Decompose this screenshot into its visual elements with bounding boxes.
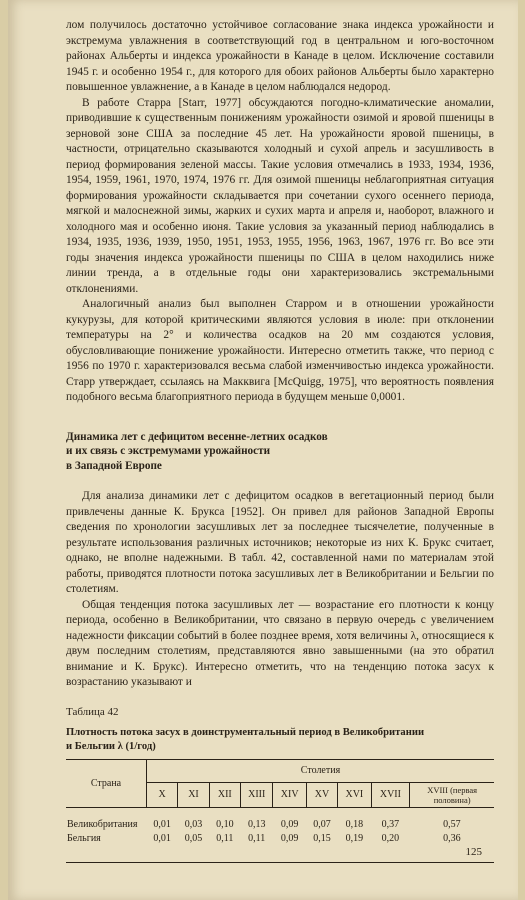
drought-density-table <box>66 759 494 863</box>
table-header-century-xviii <box>410 783 494 808</box>
table-header-country: Страна <box>66 760 147 808</box>
table-label: Таблица 42 <box>66 705 119 718</box>
table-cell: 0,03 <box>184 819 203 830</box>
table-header-century: XVII <box>371 783 410 808</box>
table-header-century: XII <box>209 783 240 808</box>
table-cell: 0,36 <box>443 833 461 844</box>
table-cell: 0,11 <box>216 833 234 844</box>
table-cell-country: Великобритания <box>67 819 138 830</box>
book-page <box>8 0 518 900</box>
table-cell: 0,57 <box>443 819 461 830</box>
table-header-century-xviii-line-2: половина) <box>433 795 471 805</box>
section-heading <box>66 430 494 474</box>
table-header-century: XIII <box>240 783 272 808</box>
table-cell: 0,18 <box>345 819 364 830</box>
section-heading-line-3: в Западной Европе <box>66 459 162 472</box>
paragraph-continuation: лом получилось достаточно устойчивое согласование знака индекса урожайности и экстремума увлажнения в соответствующий год в центральном и юго-восточном районах Альберты и индекса урожайности в Канаде в целом. Исключение составили 1945 г. и особенно 1954 г., для которого для обоих районов Альберты было характерно повышенное увлажнение, а в Канаде в целом наблюдался недород. <box>66 19 494 93</box>
table-header-century: XV <box>306 783 337 808</box>
table-cell: 0,01 <box>153 833 171 844</box>
table-header-century-xviii-line-1: XVIII (первая <box>427 785 478 795</box>
table-cell: 0,10 <box>216 819 234 830</box>
page-content <box>66 18 494 863</box>
table-title-line-1: Плотность потока засух в доинструментальный период в Великобритании <box>66 727 425 738</box>
table-title-line-2: и Бельгии λ (1/год) <box>66 740 156 752</box>
paragraph-drought-trend: Общая тенденция потока засушливых лет — возрастание его плотности к концу периода, особенно в Великобритании, что связано в первую очередь с увеличением надежности фиксации событий в более позднее время, хотя величины λ, относящиеся к двум последним столетиям, представляются явно завышенными (на это обратил внимание и К. Брукс). Интересно отметить, что на тенденцию потока засух к возрастанию указывают и <box>66 598 494 688</box>
page-number: 125 <box>465 846 482 858</box>
table-cell: 0,20 <box>381 833 400 844</box>
table-header-century: XIV <box>273 783 306 808</box>
table-cell: 0,05 <box>184 833 203 844</box>
paragraph-starr-corn: Аналогичный анализ был выполнен Старром и в отношении урожайности кукурузы, для которой критическими являются условия в июле: при отклонении температуры на 2° и количества осадков на 20 мм создаются условия, обусловливающие понижение урожайности. Интересно отметить также, что период с 1956 по 1970 г. характеризовался весьма слабой изменчивостью индекса урожайности. Старр утверждает, ссылаясь на Макквига [McQuigg, 1975], что вероятность появления подобного весьма благоприятного периода в будущем меньше 0,0001. <box>66 298 494 403</box>
table-header-century: X <box>147 783 178 808</box>
table-header-century: XI <box>178 783 209 808</box>
table-cell: 0,19 <box>345 833 364 844</box>
paragraph-brooks-data: Для анализа динамики лет с дефицитом осадков в вегетационный период были привлечены данные К. Брукса [1952]. Он привел для районов Западной Европы сведения по хронологии засушливых лет за последнее тысячелетие, полученные в результате использования различных источников; некоторые из них К. Брукс считает, однако, не вполне надежными. В табл. 42, составленной нами по материалам этой работы, приводятся плотности потока засушливых лет в Великобритании и Бельгии по столетиям. <box>66 490 494 595</box>
section-heading-line-1: Динамика лет с дефицитом весенне-летних осадков <box>66 430 328 443</box>
section-heading-line-2: и их связь с экстремумами урожайности <box>66 445 271 457</box>
table-cell: 0,37 <box>381 819 400 830</box>
table-cell: 0,09 <box>280 833 299 844</box>
table-title <box>66 726 494 753</box>
table-cell: 0,09 <box>280 819 299 830</box>
table-header-centuries: Столетия <box>147 760 495 783</box>
table-row <box>66 808 494 833</box>
paragraph-starr-wheat: В работе Старра [Starr, 1977] обсуждаются погодно-климатические аномалии, приводившие к существенным понижениям урожайности озимой и яровой пшеницы в зерновой зоне США за последние 45 лет. На урожайности яровой пшеницы, в частности, отрицательно сказываются холодный и сухой апрель и засушливость в период формирования зеленой массы. Такие условия отмечались в 1933, 1934, 1936, 1954, 1959, 1961, 1970, 1974, 1976 гг. Для озимой пшеницы неблагоприятная ситуация формирования урожайности складывается при сочетании сухого осеннего периода, мягкой и малоснежной зимы, жарких и сухих марта и апреля и, наоборот, влажного и холодного мая и особенно июня. Такие условия за указанный период наблюдались в 1934, 1935, 1936, 1939, 1950, 1951, 1953, 1955, 1956, 1963, 1967, 1976 гг. Во все эти годы значения индекса урожайности пшеницы по США в целом находились ниже линии тренда, а в отдельные годы они характеризовались экстремальными отклонениями. <box>66 96 494 295</box>
table-cell: 0,07 <box>313 819 331 830</box>
table-header-century: XVI <box>338 783 371 808</box>
table-cell: 0,01 <box>153 819 171 830</box>
table-cell: 0,11 <box>248 833 266 844</box>
table-row <box>66 832 494 863</box>
table-cell-country: Бельгия <box>67 833 101 844</box>
table-cell: 0,13 <box>247 819 266 830</box>
table-cell: 0,15 <box>313 833 331 844</box>
